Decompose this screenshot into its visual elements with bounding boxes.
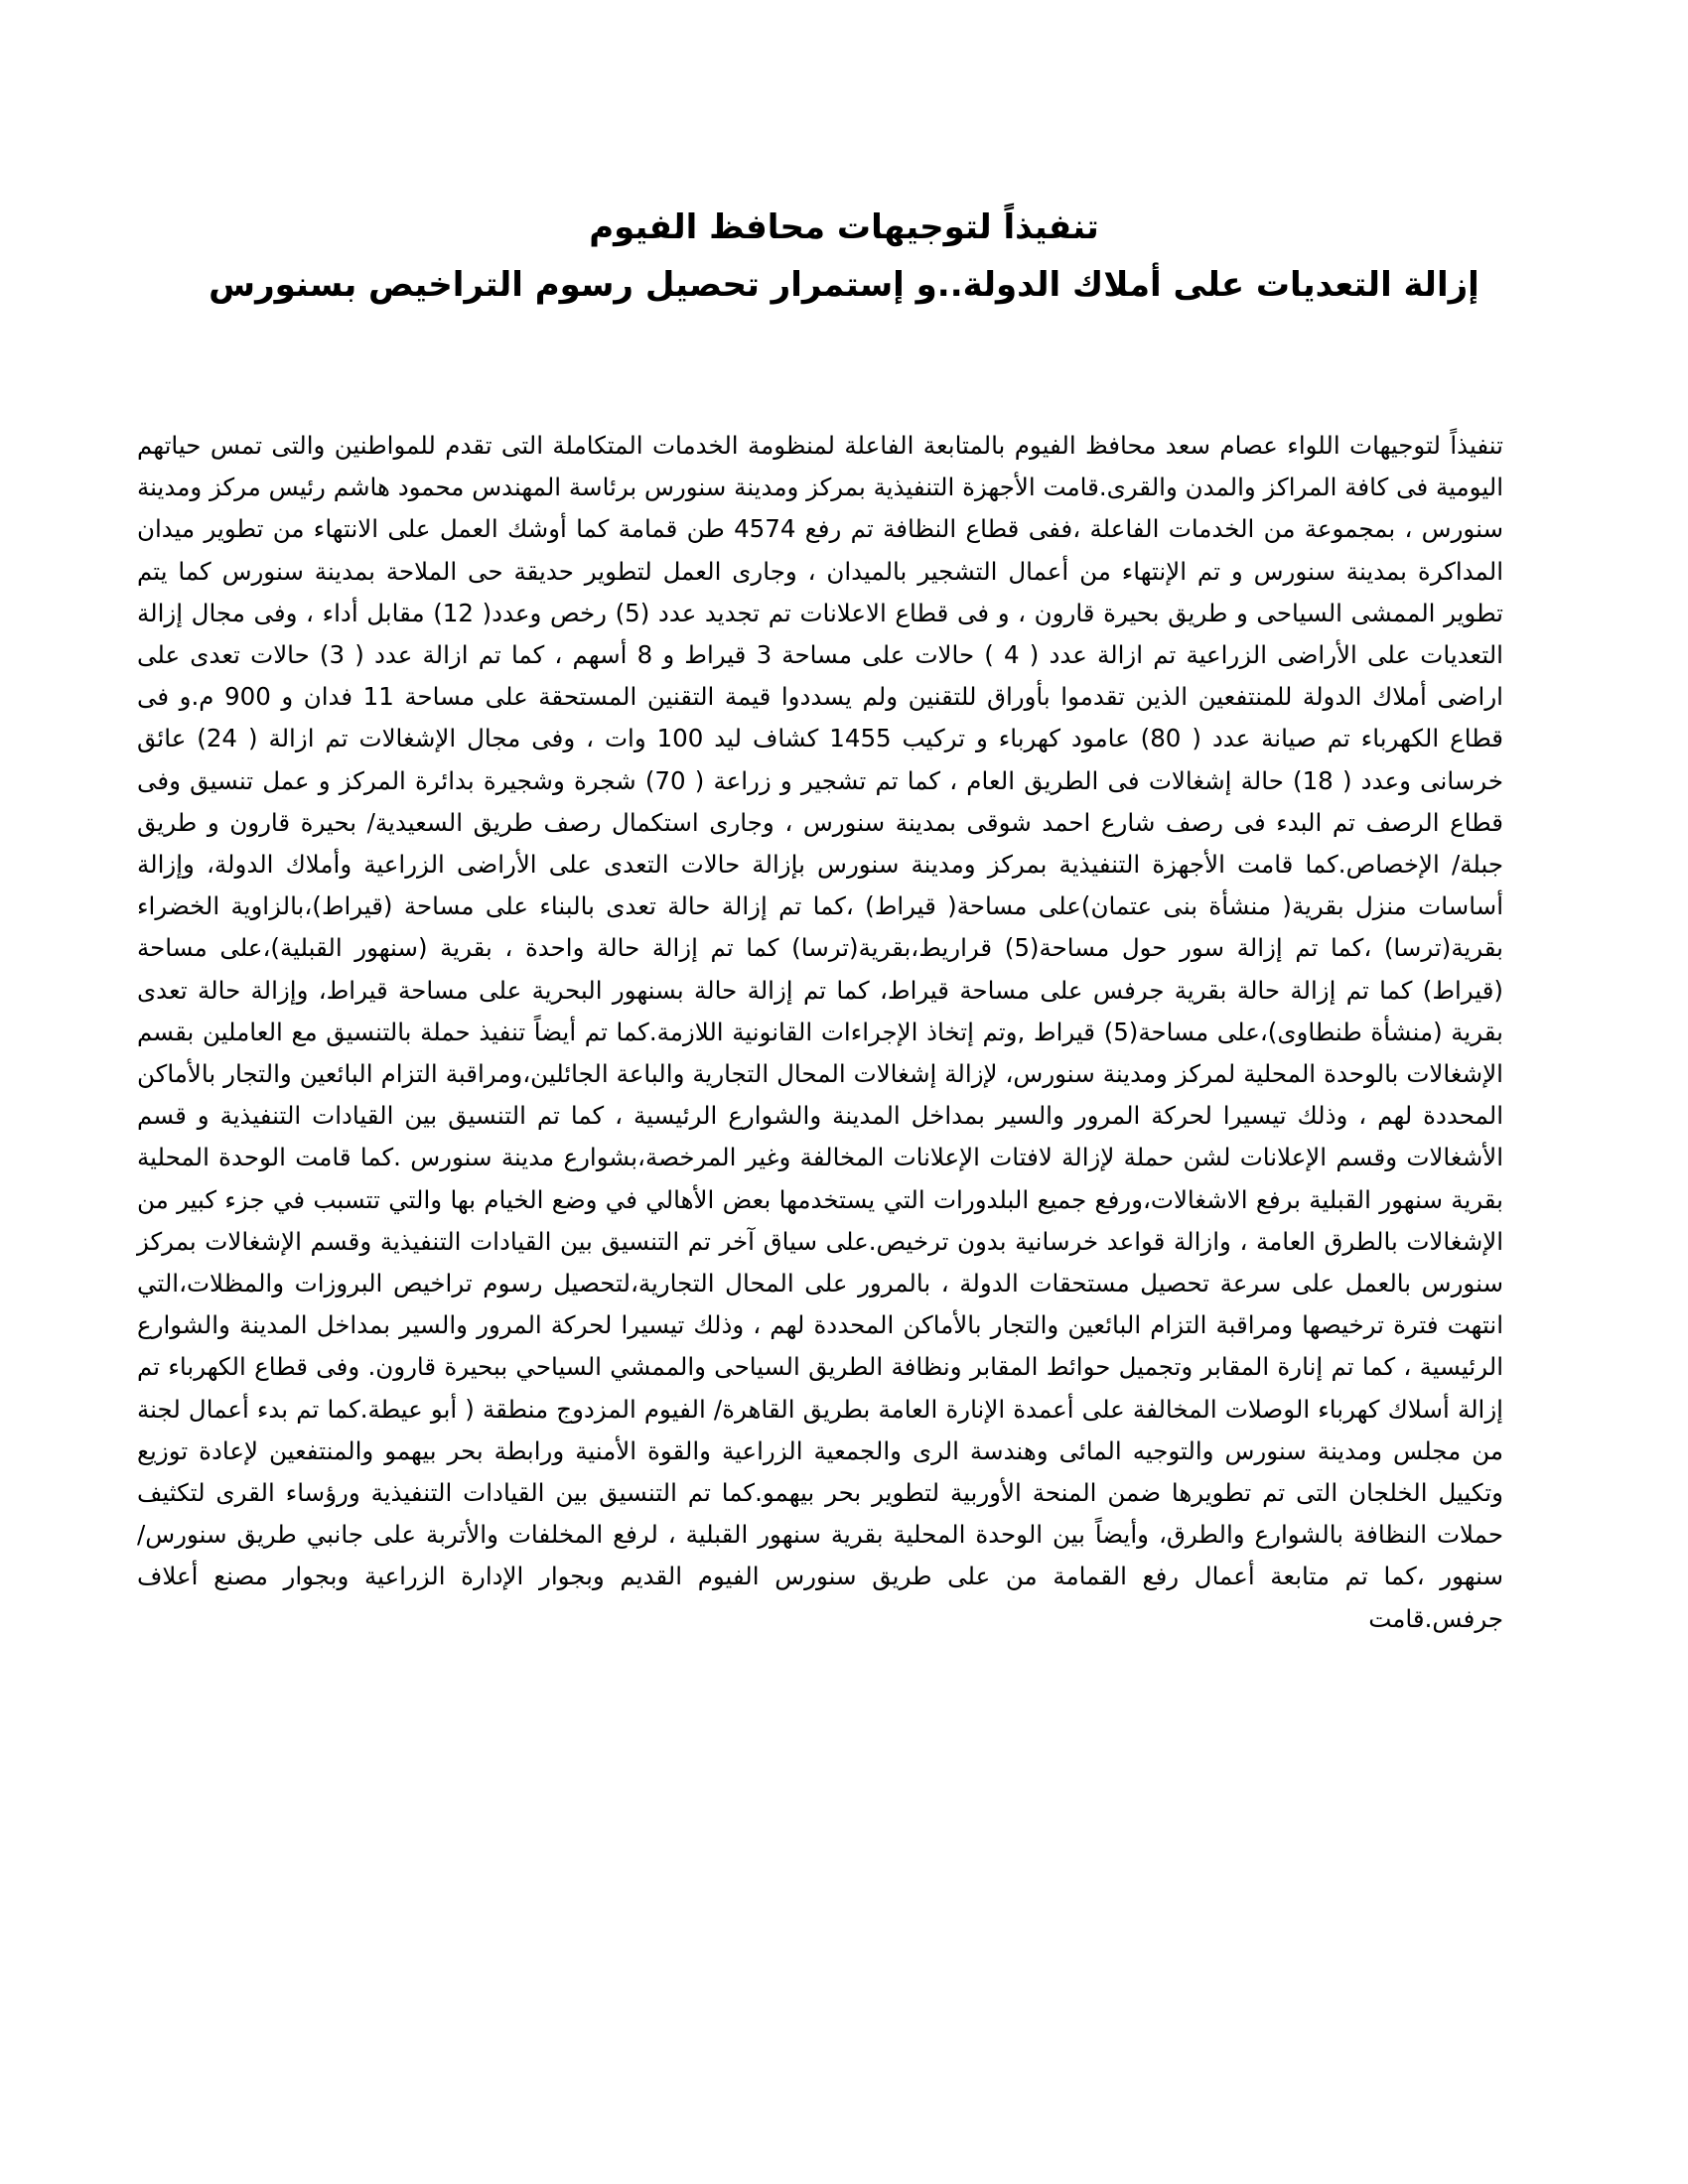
title-line-1: تنفيذاً لتوجيهات محافظ الفيوم [589, 207, 1099, 247]
document-title [149, 199, 1539, 314]
title-line-2: إزالة التعديات على أملاك الدولة..و إستمرار تحصيل رسوم التراخيص بسنورس [209, 265, 1479, 305]
body-paragraph: تنفيذاً لتوجيهات اللواء عصام سعد محافظ الفيوم بالمتابعة الفاعلة لمنظومة الخدمات المتكاملة التى تقدم للمواطنين والتى تمس حياتهم اليومية فى كافة المراكز والمدن والقرى.قامت الأجهزة التنفيذية بمركز ومدينة سنورس برئاسة المهندس محمود هاشم رئيس مركز ومدينة سنورس ، بمجموعة من الخدمات الفاعلة ،ففى قطاع النظافة تم رفع 4574 طن قمامة كما أوشك العمل على الانتهاء من تطوير ميدان المداكرة بمدينة سنورس و تم الإنتهاء من أعمال التشجير بالميدان ، وجارى العمل لتطوير حديقة حى الملاحة بمدينة سنورس كما يتم تطوير الممشى السياحى و طريق بحيرة قارون ، و فى قطاع الاعلانات تم تجديد عدد (5) رخص وعدد( 12) مقابل أداء ، وفى مجال إزالة التعديات على الأراضى الزراعية تم ازالة عدد ( 4 ) حالات على مساحة 3 قيراط و 8 أسهم ، كما تم ازالة عدد ( 3) حالات تعدى على اراضى أملاك الدولة للمنتفعين الذين تقدموا بأوراق للتقنين ولم يسددوا قيمة التقنين المستحقة على مساحة 11 فدان و 900 م.و فى قطاع الكهرباء تم صيانة عدد ( 80) عامود كهرباء و تركيب 1455 كشاف ليد 100 وات ، وفى مجال الإشغالات تم ازالة ( 24) عائق خرسانى وعدد ( 18) حالة إشغالات فى الطريق العام ، كما تم تشجير و زراعة ( 70) شجرة وشجيرة بدائرة المركز و عمل تنسيق وفى قطاع الرصف تم البدء فى رصف شارع احمد شوقى بمدينة سنورس ، وجارى استكمال رصف طريق السعيدية/ بحيرة قارون و طريق جبلة/ الإخصاص.كما قامت الأجهزة التنفيذية بمركز ومدينة سنورس بإزالة حالات التعدى على الأراضى الزراعية وأملاك الدولة، وإزالة أساسات منزل بقرية( منشأة بنى عتمان)على مساحة( قيراط) ،كما تم إزالة حالة تعدى بالبناء على مساحة (قيراط)،بالزاوية الخضراء بقرية(ترسا) ،كما تم إزالة سور حول مساحة(5) قراريط،بقرية(ترسا) كما تم إزالة حالة واحدة ، بقرية (سنهور القبلية)،على مساحة (قيراط) كما تم إزالة حالة بقرية جرفس على مساحة قيراط، كما تم إزالة حالة بسنهور البحرية على مساحة قيراط، وإزالة حالة تعدى بقرية (منشأة طنطاوى)،على مساحة(5) قيراط ,وتم إتخاذ الإجراءات القانونية اللازمة.كما تم أيضاً تنفيذ حملة بالتنسيق مع العاملين بقسم الإشغالات بالوحدة المحلية لمركز ومدينة سنورس، لإزالة إشغالات المحال التجارية والباعة الجائلين،ومراقبة التزام البائعين والتجار بالأماكن المحددة لهم ، وذلك تيسيرا لحركة المرور والسير بمداخل المدينة والشوارع الرئيسية ، كما تم التنسيق بين القيادات التنفيذية و قسم الأشغالات وقسم الإعلانات لشن حملة لإزالة لافتات الإعلانات المخالفة وغير المرخصة،بشوارع مدينة سنورس .كما قامت الوحدة المحلية بقرية سنهور القبلية برفع الاشغالات،ورفع جميع البلدورات التي يستخدمها بعض الأهالي في وضع الخيام بها والتي تتسبب في جزء كبير من الإشغالات بالطرق العامة ، وازالة قواعد خرسانية بدون ترخيص.على سياق آخر تم التنسيق بين القيادات التنفيذية وقسم الإشغالات بمركز سنورس بالعمل على سرعة تحصيل مستحقات الدولة ، بالمرور على المحال التجارية،لتحصيل رسوم تراخيص البروزات والمظلات،التي انتهت فترة ترخيصها ومراقبة التزام البائعين والتجار بالأماكن المحددة لهم ، وذلك تيسيرا لحركة المرور والسير بمداخل المدينة والشوارع الرئيسية ، كما تم إنارة المقابر وتجميل حوائط المقابر ونظافة الطريق السياحى والممشي السياحي ببحيرة قارون. وفى قطاع الكهرباء تم إزالة أسلاك كهرباء الوصلات المخالفة على أعمدة الإنارة العامة بطريق القاهرة/ الفيوم المزدوج منطقة ( أبو عيطة.كما تم بدء أعمال لجنة من مجلس ومدينة سنورس والتوجيه المائى وهندسة الرى والجمعية الزراعية والقوة الأمنية ورابطة بحر بيهمو والمنتفعين لإعادة توزيع وتكييل الخلجان التى تم تطويرها ضمن المنحة الأوربية لتطوير بحر بيهمو.كما تم التنسيق بين القيادات التنفيذية ورؤساء القرى لتكثيف حملات النظافة بالشوارع والطرق، وأيضاً بين الوحدة المحلية بقرية سنهور القبلية ، لرفع المخلفات والأتربة على جانبي طريق سنورس/سنهور ،كما تم متابعة أعمال رفع القمامة من على طريق سنورس الفيوم القديم وبجوار الإدارة الزراعية وبجوار مصنع أعلاف جرفس.قامت [137, 431, 1504, 1633]
